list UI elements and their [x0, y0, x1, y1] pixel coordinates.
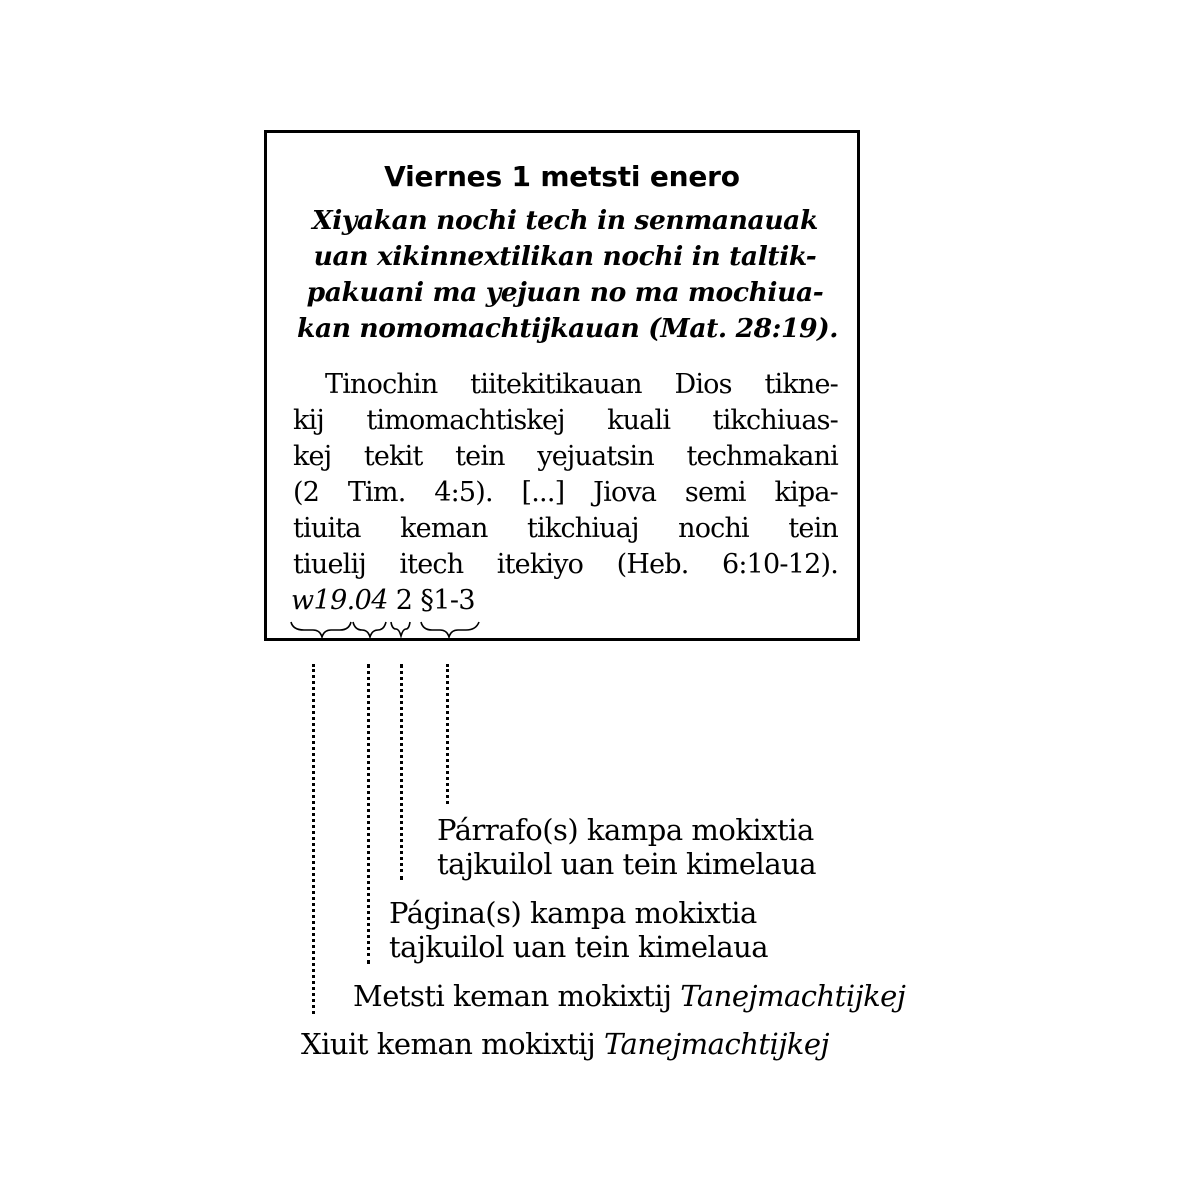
month-label-publication: Tanejmachtijkej: [680, 979, 906, 1013]
body-line: tiuelij itech itekiyo (Heb. 6:10-12).: [293, 549, 838, 580]
verse-line: uan xikinnextilikan nochi in taltik-: [313, 241, 817, 272]
year-leader-line: [312, 664, 319, 1014]
reference-paragraphs: 1-3: [433, 585, 475, 616]
year-label: [301, 1027, 829, 1061]
reference-publication: w19.04: [291, 585, 388, 616]
body-line: kij timomachtiskej kuali tikchiuas-: [293, 405, 838, 436]
paragraphs-label-line: Párrafo(s) kampa mokixtia: [437, 813, 814, 847]
pages-label: [389, 896, 768, 964]
body-line: kej tekit tein yejuatsin techmakani: [293, 441, 838, 472]
pages-label-line: tajkuilol uan tein kimelaua: [389, 930, 769, 964]
month-label: [353, 979, 905, 1013]
page-leader-line: [400, 664, 407, 880]
body-line: Tinochin tiitekitikauan Dios tikne-: [325, 369, 838, 400]
body-line: (2 Tim. 4:5). [...] Jiova semi kipa-: [293, 477, 838, 508]
year-label-text: Xiuit keman mokixtij: [301, 1027, 596, 1061]
paragraphs-label: [437, 813, 816, 881]
page-brace: [391, 622, 410, 636]
month-brace: [353, 622, 386, 637]
reference-section-sign: §: [420, 585, 434, 616]
verse-line: kan nomomachtijkauan (Mat. 28:19).: [297, 313, 839, 344]
verse-line: Xiyakan nochi tech in senmanauak: [312, 205, 818, 236]
body-line: tiuita keman tikchiuaj nochi tein: [293, 513, 838, 544]
month-label-text: Metsti keman mokixtij: [353, 979, 672, 1013]
year-label-publication: Tanejmachtijkej: [603, 1027, 830, 1061]
year-brace: [291, 622, 351, 637]
paragraph-brace: [421, 622, 479, 637]
pages-label-line: Página(s) kampa mokixtia: [389, 896, 757, 930]
month-leader-line: [367, 664, 374, 964]
verse-line: pakuani ma yejuan no ma mochiua-: [306, 277, 824, 308]
card-title: Viernes 1 metsti enero: [384, 160, 740, 193]
paragraphs-label-line: tajkuilol uan tein kimelaua: [437, 847, 817, 881]
paragraph-leader-line: [446, 664, 453, 804]
reference-page: 2: [395, 585, 413, 616]
